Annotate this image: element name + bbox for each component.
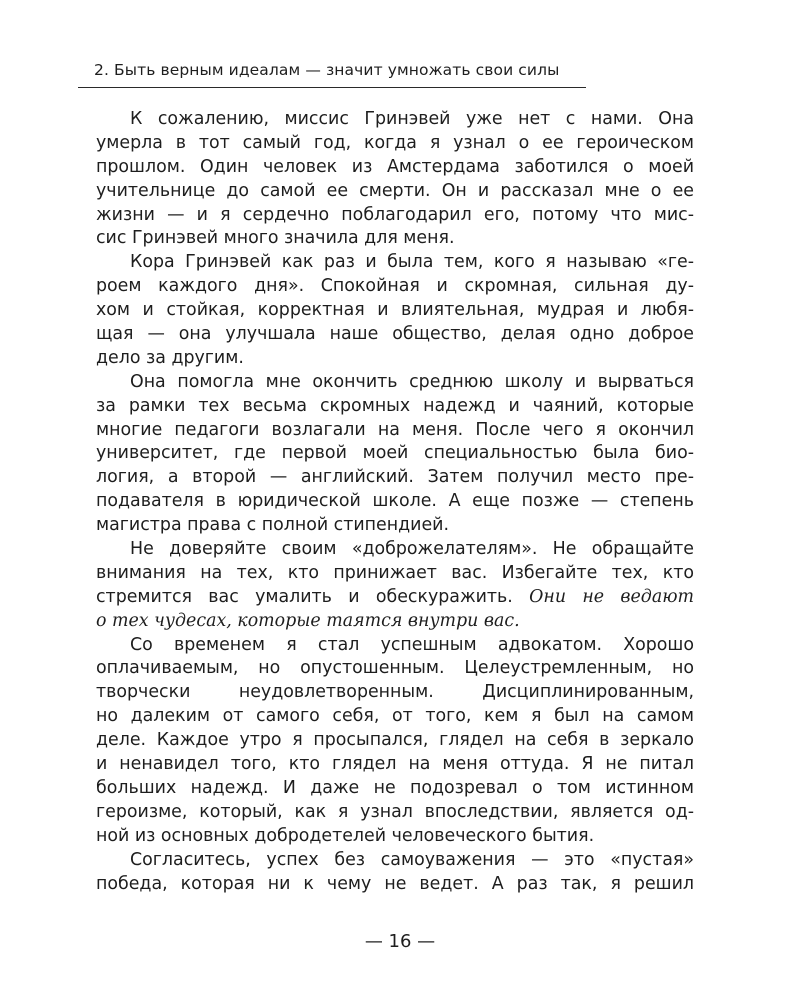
italic-segment: Они не ведают (529, 586, 695, 607)
text-line: К сожалению, миссис Гринэвей уже нет с нами. Она (130, 109, 694, 129)
text-line: жизни — и я сердечно поблагодарил его, потому что мис- (96, 204, 694, 225)
text-line: сис Гринэвей много значила для меня. (96, 228, 455, 249)
text-line: прошлом. Один человек из Амстердама заботился о моей (96, 156, 694, 177)
text-line: учительнице до самой ее смерти. Он и рассказал мне о ее (96, 180, 694, 201)
text-line: магистра права с полной стипендией. (96, 515, 449, 536)
header-rule (78, 87, 586, 88)
text-line: за рамки тех весьма скромных надежд и чаяний, которые (96, 395, 694, 416)
text-line: победа, которая ни к чему не ведет. А раз так, я решил (96, 873, 694, 894)
text-line: дело за другим. (96, 347, 244, 368)
text-line: роем каждого дня». Спокойная и скромная, сильная ду- (96, 276, 694, 297)
text-line: многие педагоги возлагали на меня. После чего я окончил (96, 419, 694, 440)
text-line: творчески неудовлетворенным. Дисциплинированным, (96, 682, 694, 703)
text-line: Согласитесь, успех без самоуважения — это «пустая» (130, 849, 694, 870)
text-line: хом и стойкая, корректная и влиятельная, мудрая и любя- (96, 300, 694, 321)
page-number: — 16 — (364, 931, 436, 952)
text-line: героизме, который, как я узнал впоследствии, является од- (96, 801, 694, 822)
text-line: оплачиваемым, но опустошенным. Целеустремленным, но (96, 658, 694, 679)
text-line: ной из основных добродетелей человеческого бытия. (96, 825, 595, 846)
text-line: Со временем я стал успешным адвокатом. Хорошо (130, 634, 694, 655)
text-line: Не доверяйте своим «доброжелателям». Не обращайте (130, 539, 694, 560)
text-line: щая — она улучшала наше общество, делая одно доброе (96, 324, 694, 345)
text-line: больших надежд. И даже не подозревал о том истинном (96, 777, 694, 798)
text-segment: стремится вас умалить и обескуражить. (96, 586, 513, 607)
italic-line: о тех чудесах, которые таятся внутри вас. (96, 610, 520, 631)
text-line: Кора Гринэвей как раз и была тем, кого я называю «ге- (130, 252, 694, 273)
text-line: Она помогла мне окончить среднюю школу и вырваться (130, 371, 694, 392)
body-text (96, 108, 694, 896)
text-line: но далеким от самого себя, от того, кем я был на самом (96, 706, 694, 727)
text-line: подавателя в юридической школе. А еще позже — степень (96, 491, 694, 512)
text-line: деле. Каждое утро я просыпался, глядел на себя в зеркало (96, 730, 694, 751)
text-line: умерла в тот самый год, когда я узнал о ее героическом (96, 132, 694, 153)
text-line (96, 586, 694, 610)
running-header: 2. Быть верным идеалам — значит умножать свои силы (94, 61, 560, 79)
text-line: внимания на тех, кто принижает вас. Избегайте тех, кто (96, 562, 694, 583)
text-line: и ненавидел того, кто глядел на меня оттуда. Я не питал (96, 754, 694, 775)
text-line: логия, а второй — английский. Затем получил место пре- (96, 467, 694, 488)
text-line: университет, где первой моей специальностью была био- (96, 443, 694, 464)
